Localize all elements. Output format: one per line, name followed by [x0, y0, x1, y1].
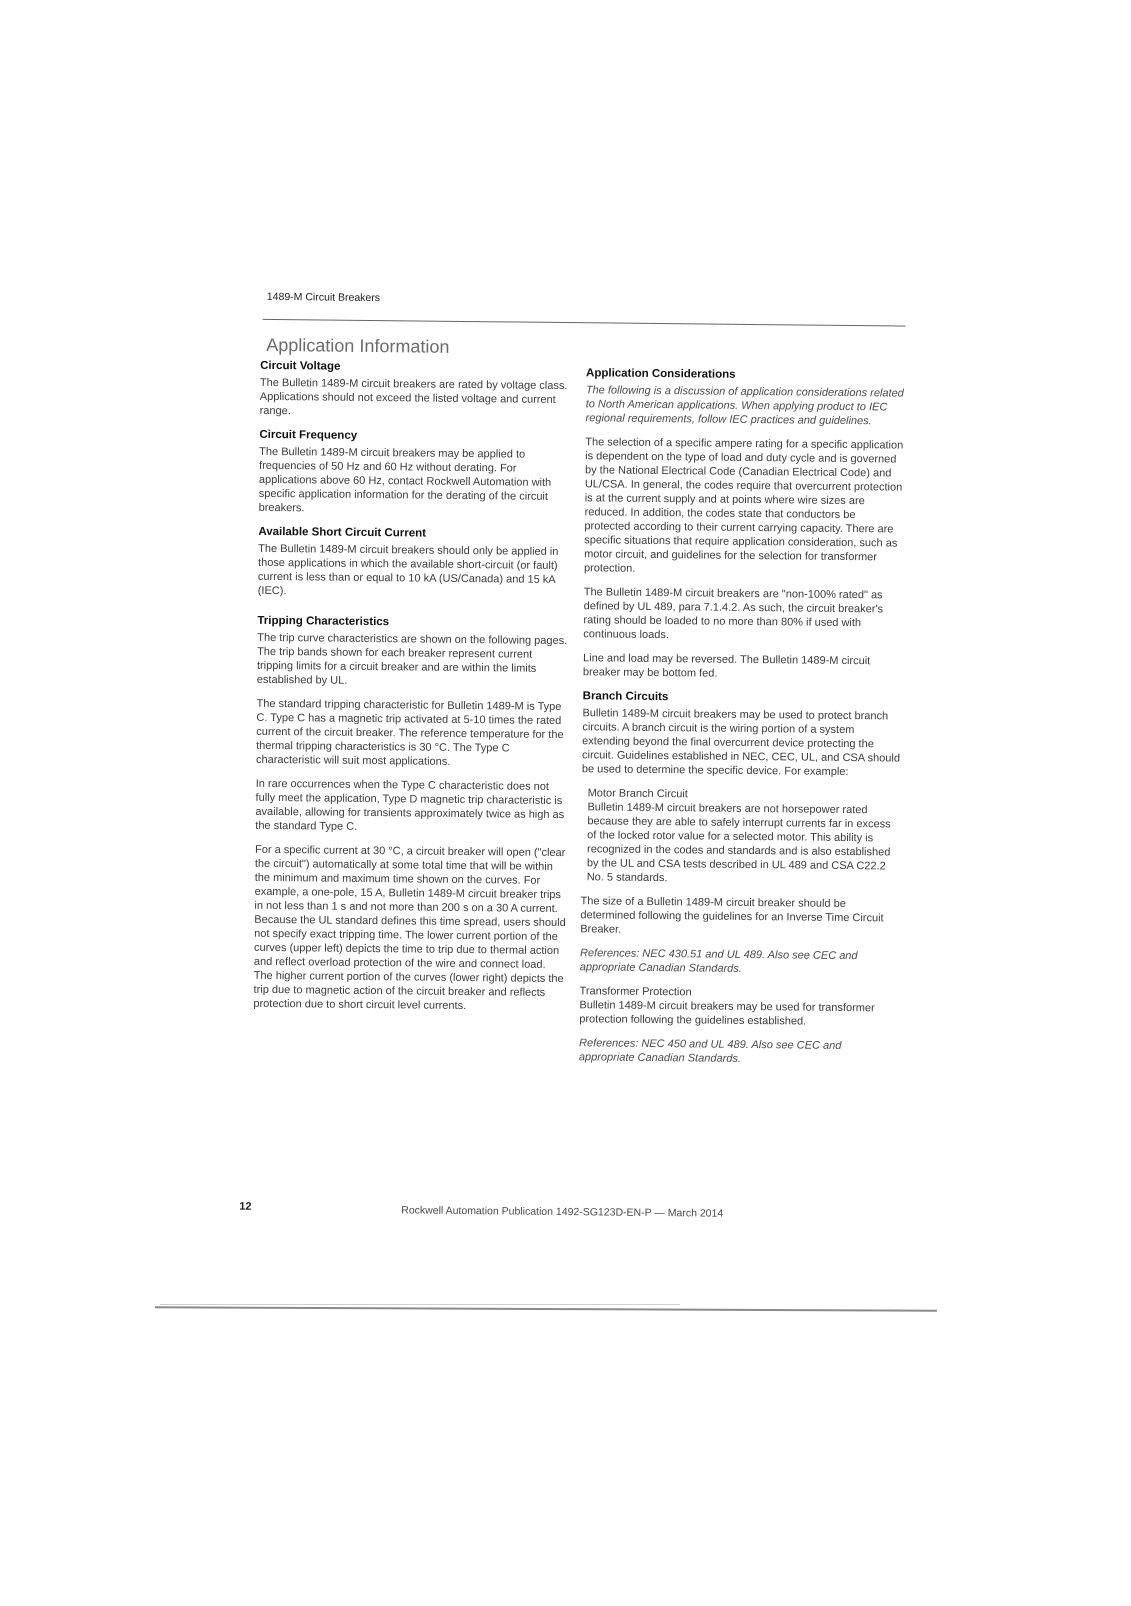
circuit-voltage-text: The Bulletin 1489-M circuit breakers are rated by voltage class. Applications should not exceed the listed voltage and current range.	[259, 376, 568, 418]
tripping-paragraph-1: The trip curve characteristics are shown on the following pages. The trip bands shown for each breaker represent current tripping limits for a circuit breaker and are within the limits established by UL.	[256, 631, 568, 687]
references-2: References: NEC 450 and UL 489. Also see CEC and appropriate Canadian Standards.	[578, 1037, 842, 1065]
transformer-protection-title: Transformer Protection	[579, 985, 692, 999]
left-column	[253, 359, 572, 1024]
app-considerations-paragraph-1: The selection of a specific ampere rating for a specific application is dependent on the type of load and duty cycle and is governed by the National Electrical Code (Canadian Electrical Code) and UL/CSA. In general, the codes require that overcurrent protection is at the current supply and at points where wire sizes are reduced. In addition, the codes state that conductors be protected according to their current carrying capacity. There are specific situations that require application consideration, such as motor circuit, and guidelines for the selection for transformer protection.	[583, 436, 904, 575]
motor-branch-title: Motor Branch Circuit	[587, 787, 688, 801]
publication-footer: Rockwell Automation Publication 1492-SG123D-EN-P — March 2014	[401, 1204, 724, 1220]
branch-circuits-heading: Branch Circuits	[582, 690, 669, 704]
right-column	[579, 366, 904, 1077]
circuit-voltage-heading: Circuit Voltage	[260, 359, 341, 373]
references-1: References: NEC 430.51 and UL 489. Also see CEC and appropriate Canadian Standards.	[579, 947, 858, 975]
circuit-frequency-heading: Circuit Frequency	[259, 428, 358, 442]
running-header: 1489-M Circuit Breakers	[266, 290, 381, 305]
app-considerations-heading: Application Considerations	[585, 367, 736, 381]
circuit-frequency-text: The Bulletin 1489-M circuit breakers may be applied to frequencies of 50 Hz and 60 Hz without derating. For applications above 60 Hz, contact Rockwell Automation with specific application information for the derating of the circuit breakers.	[258, 445, 552, 515]
tripping-heading: Tripping Characteristics	[257, 614, 390, 629]
page-number: 12	[239, 1200, 252, 1213]
tripping-paragraph-4: For a specific current at 30 °C, a circuit breaker will open ("clear the circuit") automatically at some total time that will be within the minimum and maximum time shown on the curves. For example, a one-pole, 15 A, Bulletin 1489-M circuit breaker trips in not less than 1 s and not more than 200 s on a 30 A current. Because the UL standard defines this time spread, users should not specify exact tripping time. The lower current portion of the curves (upper left) depicts the time to trip due to thermal action and reflect overload protection of the wire and connect load. The higher current portion of the curves (lower right) depicts the trip due to magnetic action of the circuit breaker and reflects protection due to short circuit level currents.	[253, 843, 566, 1013]
branch-circuits-paragraph: Bulletin 1489-M circuit breakers may be used to protect branch circuits. A branch circuit is the wiring portion of a system extending beyond the final overcurrent device protecting the circuit. Guidelines established in NEC, CEC, UL, and CSA should be used to determine the specific device. For example:	[581, 707, 901, 779]
section-heading: Application Information	[266, 334, 450, 357]
scan-artifact-faint	[160, 1304, 680, 1305]
breaker-size-text: The size of a Bulletin 1489-M circuit breaker should be determined following the guidelines for an Inverse Time Circuit Breaker.	[580, 895, 884, 936]
short-circuit-text: The Bulletin 1489-M circuit breakers should only be applied in those applications in which the available short-circuit (or fault) current is less than or equal to 10 kA (US/Canada) and 15 kA (IEC).	[257, 542, 559, 598]
app-considerations-intro: The following is a discussion of application considerations related to North American applications. When applying product to IEC regional requirements, follow IEC practices and guidelines.	[585, 384, 904, 428]
tripping-paragraph-2: The standard tripping characteristic for Bulletin 1489-M is Type C. Type C has a magnetic trip activated at 5-10 times the rated current of the circuit breaker. The reference temperature for the thermal tripping characteristics is 30 °C. The Type C characteristic will suit most applications.	[255, 697, 564, 768]
tripping-paragraph-3: In rare occurrences when the Type C characteristic does not fully meet the application, Type D magnetic trip characteristic is available, allowing for transients approximately twice as high as the standard Type C.	[255, 777, 565, 833]
header-rule	[263, 319, 906, 327]
app-considerations-paragraph-3: Line and load may be reversed. The Bulletin 1489-M circuit breaker may be bottom fed.	[582, 652, 871, 680]
app-considerations-paragraph-2: The Bulletin 1489-M circuit breakers are "non-100% rated" as defined by UL 489, para 7.1.4.2. As such, the circuit breaker's rating should be loaded to no more than 80% if used with continuous loads.	[583, 586, 884, 642]
motor-branch-text: Bulletin 1489-M circuit breakers are not horsepower rated because they are able to safely interrupt currents far in excess of the locked rotor value for a selected motor. This ability is recognized in the codes and standards and is also established by the UL and CSA tests described in UL 489 and CSA C22.2 No. 5 standards.	[586, 801, 891, 885]
transformer-protection-text: Bulletin 1489-M circuit breakers may be used for transformer protection following the guidelines established.	[579, 999, 875, 1028]
short-circuit-heading: Available Short Circuit Current	[258, 525, 427, 540]
